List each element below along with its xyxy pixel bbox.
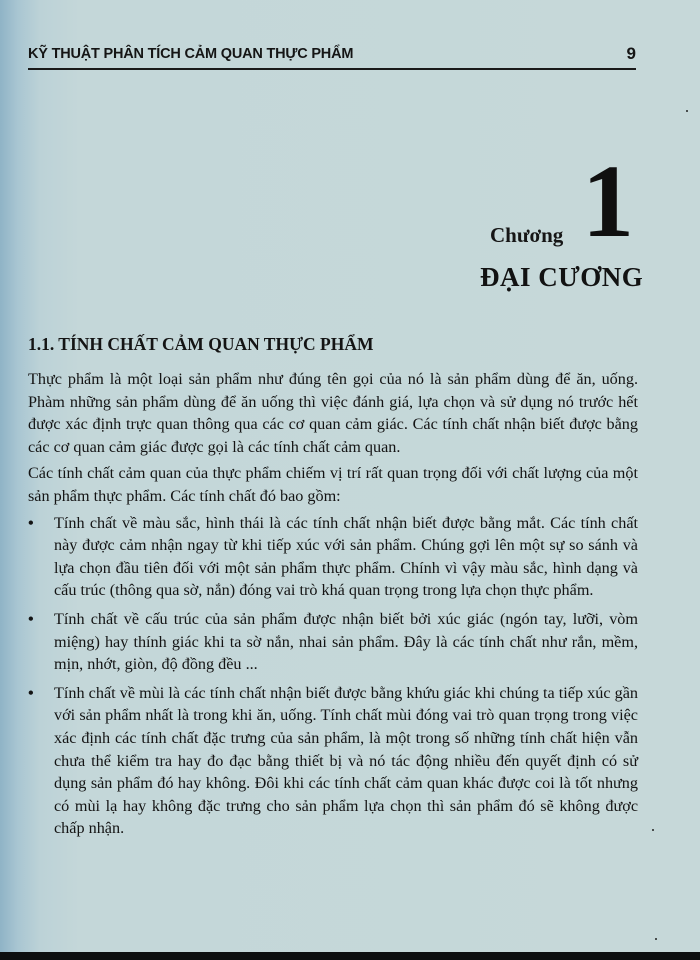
- paragraph: Thực phẩm là một loại sản phẩm như đúng tên gọi của nó là sản phẩm dùng để ăn, uống. Phàm những sản phẩm dùng để ăn uống thì việc đánh giá, lựa chọn và sử dụng nó trước hết được xác định trực quan thông qua các cơ quan cảm giác. Các tính chất nhận biết được bằng các cơ quan cảm giác được gọi là các tính chất cảm quan.: [28, 370, 638, 456]
- page-bottom-edge: [0, 952, 700, 960]
- scan-speck: [655, 938, 657, 940]
- body-text: [28, 368, 638, 846]
- page-number: 9: [626, 44, 636, 63]
- chapter-title: ĐẠI CƯƠNG: [480, 262, 644, 292]
- section-heading: 1.1. TÍNH CHẤT CẢM QUAN THỰC PHẨM: [28, 334, 374, 354]
- running-header-title: KỸ THUẬT PHÂN TÍCH CẢM QUAN THỰC PHẨM: [28, 46, 354, 62]
- scan-speck: [652, 829, 654, 831]
- list-item-text: Tính chất về màu sắc, hình thái là các tính chất nhận biết được bằng mắt. Các tính chất này được cảm nhận ngay từ khi tiếp xúc với sản phẩm. Chúng gợi lên một sự so sánh và lựa chọn đầu tiên đối với một sản phẩm thực phẩm. Chính vì vậy màu sắc, hình dạng và cấu trúc (thông qua sờ, nắn) đóng vai trò khá quan trọng trong lựa chọn thực phẩm.: [54, 513, 638, 600]
- bullet-icon: •: [28, 609, 34, 628]
- paragraph: Các tính chất cảm quan của thực phẩm chiếm vị trí rất quan trọng đối với chất lượng của một sản phẩm thực phẩm. Các tính chất đó bao gồm:: [28, 464, 638, 505]
- bullet-icon: •: [28, 683, 34, 702]
- list-item: [28, 608, 638, 676]
- list-item-text: Tính chất về mùi là các tính chất nhận biết được bằng khứu giác khi chúng ta tiếp xúc gần với sản phẩm nhất là trong khi ăn, uống. Tính chất mùi đóng vai trò quan trọng trong việc xác định các tính chất đặc trưng của sản phẩm, là một trong số những tính chất hiện vẫn chưa thể kiểm tra hay đo đạc bằng thiết bị và nó tác động nhiều đến quyết định có sử dụng sản phẩm đó hay không. Đôi khi các tính chất cảm quan khác được coi là tốt nhưng có mùi lạ hay không đặc trưng cho sản phẩm lựa chọn thì sản phẩm đó sẽ không được chấp nhận.: [54, 683, 638, 838]
- chapter-label: Chương: [490, 223, 564, 247]
- scan-speck: [686, 110, 688, 112]
- running-header: [28, 42, 636, 70]
- list-item: [28, 682, 638, 840]
- bullet-icon: •: [28, 513, 34, 532]
- list-item: [28, 512, 638, 602]
- property-list: [28, 512, 638, 840]
- chapter-number: 1: [582, 144, 634, 259]
- list-item-text: Tính chất về cấu trúc của sản phẩm được nhận biết bởi xúc giác (ngón tay, lưỡi, vòm miệng) hay thính giác khi ta sờ nắn, nhai sản phẩm. Đây là các tính chất như rắn, mềm, mịn, nhớt, giòn, độ đồng đều ...: [54, 609, 638, 674]
